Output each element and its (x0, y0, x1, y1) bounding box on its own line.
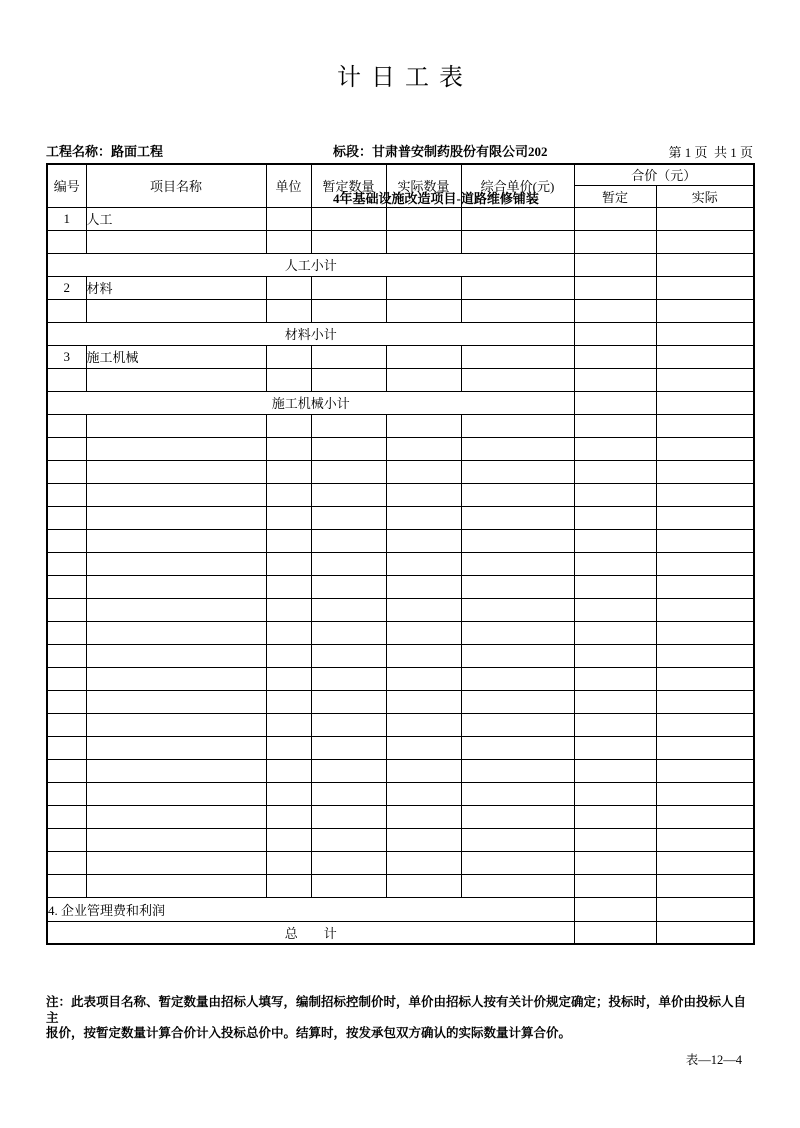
empty-cell (266, 368, 311, 391)
empty-cell (86, 506, 266, 529)
empty-cell (311, 345, 386, 368)
empty-cell (574, 207, 656, 230)
item-name: 施工机械 (86, 345, 266, 368)
empty-cell (47, 529, 86, 552)
empty-cell (386, 644, 461, 667)
empty-cell (656, 529, 754, 552)
empty-cell (574, 575, 656, 598)
empty-cell (461, 299, 574, 322)
empty-cell (574, 782, 656, 805)
empty-cell (656, 736, 754, 759)
header-unit: 单位 (266, 164, 311, 207)
empty-cell (461, 805, 574, 828)
table-header (47, 164, 754, 207)
empty-cell (266, 782, 311, 805)
empty-cell (461, 345, 574, 368)
empty-cell (461, 230, 574, 253)
table-row-item (47, 345, 754, 368)
empty-cell (461, 552, 574, 575)
empty-cell (86, 230, 266, 253)
subtotal-label: 材料小计 (47, 322, 574, 345)
page-indicator: 第 1 页 共 1 页 (668, 145, 753, 160)
empty-cell (311, 759, 386, 782)
table-row-empty (47, 414, 754, 437)
empty-cell (311, 621, 386, 644)
empty-cell (656, 437, 754, 460)
empty-cell (461, 414, 574, 437)
empty-cell (461, 851, 574, 874)
table-row-item (47, 276, 754, 299)
empty-cell (266, 644, 311, 667)
empty-cell (386, 851, 461, 874)
empty-cell (266, 437, 311, 460)
empty-cell (86, 851, 266, 874)
empty-cell (574, 529, 656, 552)
empty-cell (311, 483, 386, 506)
empty-cell (656, 575, 754, 598)
empty-cell (656, 230, 754, 253)
empty-cell (47, 437, 86, 460)
empty-cell (461, 736, 574, 759)
empty-cell (266, 575, 311, 598)
empty-cell (656, 552, 754, 575)
empty-cell (656, 805, 754, 828)
empty-cell (574, 874, 656, 897)
project-name: 工程名称：路面工程 (46, 144, 164, 159)
empty-cell (86, 621, 266, 644)
empty-cell (574, 690, 656, 713)
empty-cell (86, 759, 266, 782)
table-row-empty (47, 575, 754, 598)
empty-cell (311, 437, 386, 460)
empty-cell (386, 736, 461, 759)
empty-cell (47, 828, 86, 851)
empty-cell (386, 345, 461, 368)
empty-cell (311, 736, 386, 759)
empty-cell (266, 299, 311, 322)
form-code: 表—12—4 (685, 1053, 742, 1067)
empty-cell (47, 759, 86, 782)
empty-cell (86, 805, 266, 828)
empty-cell (266, 805, 311, 828)
table-row-empty (47, 851, 754, 874)
empty-cell (86, 828, 266, 851)
tentative-amount-cell (574, 921, 656, 944)
empty-cell (461, 782, 574, 805)
empty-cell (656, 851, 754, 874)
empty-cell (86, 644, 266, 667)
empty-cell (461, 437, 574, 460)
empty-cell (266, 828, 311, 851)
empty-cell (311, 230, 386, 253)
empty-cell (266, 598, 311, 621)
empty-cell (266, 276, 311, 299)
empty-cell (311, 368, 386, 391)
empty-cell (311, 414, 386, 437)
category-label: 4. 企业管理费和利润 (47, 897, 574, 921)
empty-cell (86, 437, 266, 460)
header-actual: 实际 (656, 185, 754, 207)
empty-cell (47, 621, 86, 644)
empty-cell (266, 552, 311, 575)
empty-cell (386, 805, 461, 828)
empty-cell (574, 736, 656, 759)
empty-cell (86, 782, 266, 805)
empty-cell (461, 759, 574, 782)
actual-amount-cell (656, 921, 754, 944)
empty-cell (47, 782, 86, 805)
empty-cell (386, 874, 461, 897)
empty-cell (386, 483, 461, 506)
empty-cell (47, 460, 86, 483)
empty-cell (311, 460, 386, 483)
empty-cell (86, 598, 266, 621)
empty-cell (266, 690, 311, 713)
empty-cell (386, 437, 461, 460)
empty-cell (574, 667, 656, 690)
item-no: 1 (47, 207, 86, 230)
empty-cell (574, 414, 656, 437)
empty-cell (386, 575, 461, 598)
empty-cell (461, 598, 574, 621)
empty-cell (461, 276, 574, 299)
table-row-empty (47, 368, 754, 391)
empty-cell (86, 460, 266, 483)
empty-cell (386, 414, 461, 437)
empty-cell (574, 483, 656, 506)
table-row-empty (47, 299, 754, 322)
header-actual-qty: 实际数量 (386, 164, 461, 207)
empty-cell (461, 529, 574, 552)
empty-cell (311, 851, 386, 874)
empty-cell (86, 529, 266, 552)
table-row-empty (47, 460, 754, 483)
empty-cell (266, 851, 311, 874)
empty-cell (266, 736, 311, 759)
empty-cell (47, 598, 86, 621)
empty-cell (86, 736, 266, 759)
table-row-subtotal (47, 322, 754, 345)
empty-cell (574, 759, 656, 782)
table-row-empty (47, 483, 754, 506)
tentative-amount-cell (574, 391, 656, 414)
empty-cell (311, 713, 386, 736)
empty-cell (386, 690, 461, 713)
empty-cell (656, 759, 754, 782)
empty-cell (266, 713, 311, 736)
empty-cell (386, 207, 461, 230)
table-row-empty (47, 736, 754, 759)
empty-cell (656, 368, 754, 391)
total-label: 总 计 (47, 921, 574, 944)
table-row-empty (47, 667, 754, 690)
empty-cell (311, 276, 386, 299)
table-row-empty (47, 506, 754, 529)
empty-cell (47, 506, 86, 529)
empty-cell (656, 276, 754, 299)
empty-cell (86, 483, 266, 506)
empty-cell (461, 506, 574, 529)
empty-cell (47, 368, 86, 391)
item-no: 2 (47, 276, 86, 299)
empty-cell (656, 644, 754, 667)
empty-cell (86, 575, 266, 598)
empty-cell (311, 529, 386, 552)
empty-cell (47, 690, 86, 713)
table-row-total (47, 921, 754, 944)
empty-cell (656, 621, 754, 644)
page-title: 计日工表 (337, 65, 473, 91)
empty-cell (656, 506, 754, 529)
empty-cell (574, 598, 656, 621)
empty-cell (86, 713, 266, 736)
table-row-empty (47, 529, 754, 552)
empty-cell (574, 437, 656, 460)
empty-cell (47, 230, 86, 253)
table-row-empty (47, 621, 754, 644)
empty-cell (266, 460, 311, 483)
bid-section-line2: 4年基础设施改造项目-道路维修铺装 (333, 190, 539, 206)
actual-amount-cell (656, 391, 754, 414)
empty-cell (461, 483, 574, 506)
empty-cell (656, 667, 754, 690)
empty-cell (47, 483, 86, 506)
footnote (46, 995, 758, 1042)
empty-cell (574, 805, 656, 828)
table-row-empty (47, 759, 754, 782)
empty-cell (461, 575, 574, 598)
empty-cell (386, 506, 461, 529)
empty-cell (47, 414, 86, 437)
empty-cell (386, 368, 461, 391)
table-row-empty (47, 552, 754, 575)
header-item-name: 项目名称 (86, 164, 266, 207)
table-row-category (47, 897, 754, 921)
empty-cell (311, 667, 386, 690)
empty-cell (386, 276, 461, 299)
empty-cell (386, 667, 461, 690)
empty-cell (266, 621, 311, 644)
empty-cell (266, 759, 311, 782)
empty-cell (461, 621, 574, 644)
empty-cell (461, 207, 574, 230)
table-row-empty (47, 230, 754, 253)
table-row-empty (47, 437, 754, 460)
empty-cell (311, 828, 386, 851)
empty-cell (47, 851, 86, 874)
empty-cell (574, 851, 656, 874)
footnote-line1: 注：此表项目名称、暂定数量由招标人填写，编制招标控制价时，单价由招标人按有关计价规定确定；投标时，单价由投标人自主 (46, 995, 747, 1025)
empty-cell (656, 874, 754, 897)
empty-cell (86, 299, 266, 322)
actual-amount-cell (656, 322, 754, 345)
empty-cell (386, 299, 461, 322)
empty-cell (574, 621, 656, 644)
item-name: 人工 (86, 207, 266, 230)
table-row-subtotal (47, 253, 754, 276)
empty-cell (311, 805, 386, 828)
table-row-empty (47, 690, 754, 713)
empty-cell (47, 575, 86, 598)
empty-cell (266, 207, 311, 230)
empty-cell (656, 713, 754, 736)
empty-cell (386, 759, 461, 782)
subtotal-label: 人工小计 (47, 253, 574, 276)
empty-cell (266, 230, 311, 253)
empty-cell (311, 575, 386, 598)
empty-cell (574, 552, 656, 575)
table-row-empty (47, 782, 754, 805)
empty-cell (461, 690, 574, 713)
empty-cell (266, 345, 311, 368)
table-row-empty (47, 874, 754, 897)
empty-cell (574, 644, 656, 667)
empty-cell (47, 644, 86, 667)
empty-cell (47, 805, 86, 828)
empty-cell (47, 552, 86, 575)
item-no: 3 (47, 345, 86, 368)
empty-cell (266, 874, 311, 897)
empty-cell (574, 368, 656, 391)
empty-cell (656, 345, 754, 368)
empty-cell (656, 483, 754, 506)
empty-cell (311, 552, 386, 575)
empty-cell (656, 299, 754, 322)
empty-cell (86, 667, 266, 690)
table-row-empty (47, 805, 754, 828)
empty-cell (86, 414, 266, 437)
empty-cell (574, 828, 656, 851)
empty-cell (461, 828, 574, 851)
empty-cell (266, 506, 311, 529)
item-name: 材料 (86, 276, 266, 299)
empty-cell (311, 598, 386, 621)
empty-cell (386, 713, 461, 736)
empty-cell (266, 529, 311, 552)
bid-section-line1: 标段：甘肃普安制药股份有限公司202 (333, 144, 548, 159)
empty-cell (311, 874, 386, 897)
empty-cell (47, 713, 86, 736)
header-tentative-qty: 暂定数量 (311, 164, 386, 207)
tentative-amount-cell (574, 253, 656, 276)
empty-cell (656, 598, 754, 621)
daywork-table (46, 163, 755, 945)
subtotal-label: 施工机械小计 (47, 391, 574, 414)
header-tentative: 暂定 (574, 185, 656, 207)
actual-amount-cell (656, 253, 754, 276)
empty-cell (574, 299, 656, 322)
table-row-item (47, 207, 754, 230)
empty-cell (311, 506, 386, 529)
empty-cell (656, 782, 754, 805)
empty-cell (386, 828, 461, 851)
footnote-line2: 报价，按暂定数量计算合价计入投标总价中。结算时，按发承包双方确认的实际数量计算合价。 (46, 1026, 572, 1040)
tentative-amount-cell (574, 322, 656, 345)
empty-cell (386, 552, 461, 575)
actual-amount-cell (656, 897, 754, 921)
empty-cell (386, 598, 461, 621)
empty-cell (386, 460, 461, 483)
empty-cell (266, 414, 311, 437)
empty-cell (461, 874, 574, 897)
empty-cell (461, 667, 574, 690)
header-combined-unit-price: 综合单价(元) (461, 164, 574, 207)
empty-cell (311, 782, 386, 805)
table-body (47, 207, 754, 944)
empty-cell (86, 690, 266, 713)
empty-cell (656, 207, 754, 230)
empty-cell (311, 207, 386, 230)
empty-cell (461, 644, 574, 667)
empty-cell (47, 667, 86, 690)
empty-cell (86, 368, 266, 391)
empty-cell (461, 460, 574, 483)
tentative-amount-cell (574, 897, 656, 921)
empty-cell (386, 621, 461, 644)
empty-cell (266, 483, 311, 506)
empty-cell (47, 874, 86, 897)
empty-cell (47, 299, 86, 322)
empty-cell (574, 230, 656, 253)
table-row-empty (47, 713, 754, 736)
empty-cell (574, 345, 656, 368)
table-row-subtotal (47, 391, 754, 414)
empty-cell (574, 506, 656, 529)
empty-cell (311, 690, 386, 713)
empty-cell (656, 690, 754, 713)
empty-cell (574, 276, 656, 299)
table-row-empty (47, 598, 754, 621)
empty-cell (266, 667, 311, 690)
empty-cell (461, 368, 574, 391)
empty-cell (656, 414, 754, 437)
table-row-empty (47, 644, 754, 667)
empty-cell (656, 828, 754, 851)
empty-cell (47, 736, 86, 759)
empty-cell (86, 552, 266, 575)
empty-cell (461, 713, 574, 736)
table-row-empty (47, 828, 754, 851)
empty-cell (311, 644, 386, 667)
empty-cell (386, 230, 461, 253)
empty-cell (386, 529, 461, 552)
header-total-price: 合价（元） (574, 164, 754, 185)
empty-cell (574, 713, 656, 736)
empty-cell (656, 460, 754, 483)
empty-cell (86, 874, 266, 897)
empty-cell (311, 299, 386, 322)
empty-cell (574, 460, 656, 483)
empty-cell (386, 782, 461, 805)
header-no: 编号 (47, 164, 86, 207)
